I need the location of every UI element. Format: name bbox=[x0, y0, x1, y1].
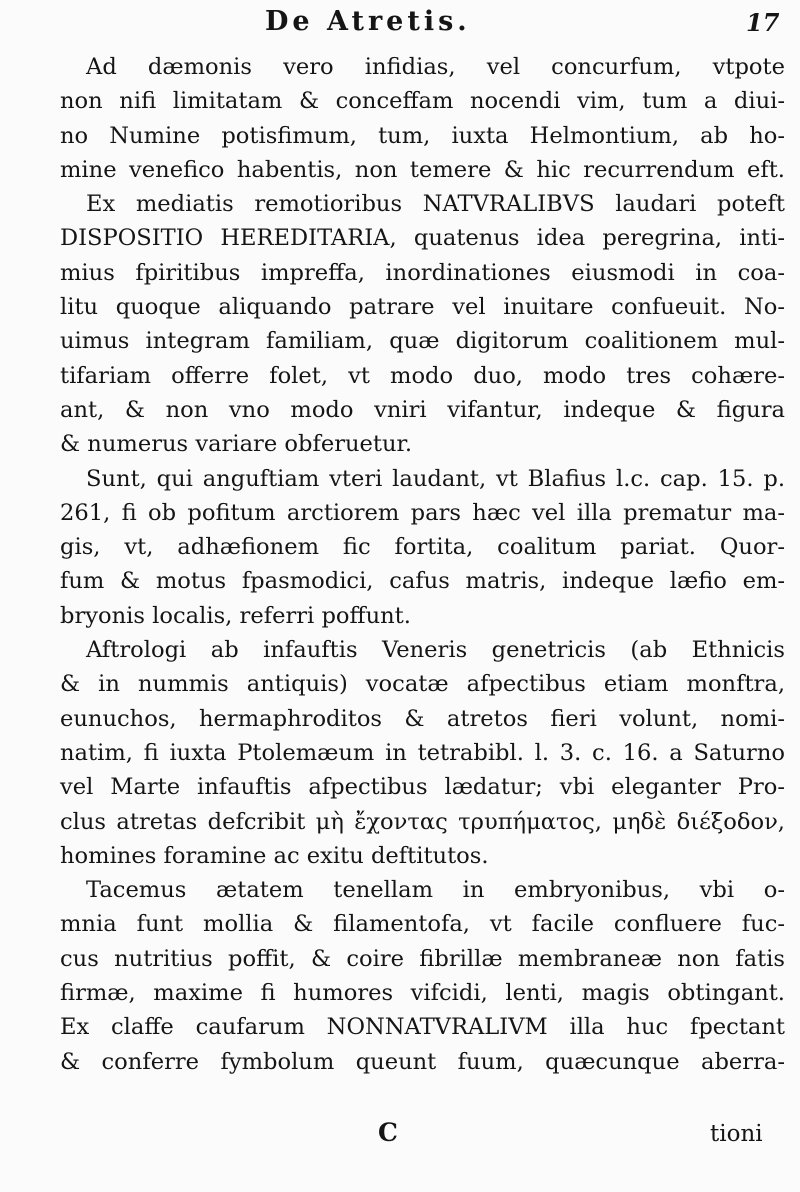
text-line: DISPOSITIO HEREDITARIA, quatenus idea peregrina, inti- bbox=[60, 225, 785, 252]
text-line: no Numine potisfimum, tum, iuxta Helmontium, ab ho- bbox=[60, 122, 785, 149]
running-head: De Atretis. bbox=[265, 6, 471, 37]
text-line: uimus integram familiam, quæ digitorum coalitionem mul- bbox=[60, 328, 785, 355]
text-line: litu quoque aliquando patrare vel inuitare confueuit. No- bbox=[60, 294, 785, 321]
page-header bbox=[0, 6, 800, 46]
text-line: mius fpiritibus impreffa, inordinationes eiusmodi in coa- bbox=[60, 259, 785, 286]
text-line: Ex mediatis remotioribus NATVRALIBVS laudari poteft bbox=[86, 191, 785, 218]
page-footer bbox=[0, 1118, 800, 1158]
text-line: firmæ, maxime fi humores vifcidi, lenti, magis obtingant. bbox=[60, 980, 785, 1007]
text-line: Sunt, qui anguftiam vteri laudant, vt Blafius l.c. cap. 15. p. bbox=[86, 465, 785, 492]
catchword: tioni bbox=[710, 1121, 763, 1147]
text-line: & numerus variare obferuetur. bbox=[60, 431, 413, 458]
text-line: & in nummis antiquis) vocatæ afpectibus etiam monftra, bbox=[60, 671, 785, 698]
text-line: tifariam offerre folet, vt modo duo, modo tres cohære- bbox=[60, 362, 785, 389]
text-line: Ad dæmonis vero infidias, vel concurfum, vtpote bbox=[86, 54, 785, 80]
text-line: gis, vt, adhæfionem fic fortita, coalitum pariat. Quor- bbox=[60, 534, 785, 561]
body-text bbox=[60, 50, 785, 1079]
text-line: bryonis localis, referri poffunt. bbox=[60, 602, 411, 629]
text-line: mine venefico habentis, non temere & hic recurrendum eft. bbox=[60, 156, 785, 183]
text-line: Ex claffe caufarum NONNATVRALIVM illa huc fpectant bbox=[60, 1014, 785, 1041]
text-line: non nifi limitatam & conceffam nocendi vim, tum a diui- bbox=[60, 88, 785, 115]
text-line: cus nutritius poffit, & coire fibrillæ membraneæ non fatis bbox=[60, 945, 785, 972]
signature-mark: C bbox=[378, 1118, 398, 1147]
text-line: 261, fi ob pofitum arctiorem pars hæc vel illa prematur ma- bbox=[60, 499, 785, 526]
text-line: Tacemus ætatem tenellam in embryonibus, vbi o- bbox=[86, 877, 785, 904]
text-line: natim, fi iuxta Ptolemæum in tetrabibl. l. 3. c. 16. a Saturno bbox=[60, 739, 785, 766]
text-line: vel Marte infauftis afpectibus lædatur; vbi eleganter Pro- bbox=[60, 774, 785, 801]
text-line: ant, & non vno modo vniri vifantur, indeque & figura bbox=[60, 396, 785, 423]
text-line: & conferre fymbolum queunt fuum, quæcunque aberra- bbox=[60, 1048, 785, 1075]
page-number: 17 bbox=[746, 8, 780, 37]
text-line: eunuchos, hermaphroditos & atretos fieri volunt, nomi- bbox=[60, 705, 785, 732]
text-line: Aftrologi ab infauftis Veneris genetricis (ab Ethnicis bbox=[86, 637, 785, 664]
text-line: fum & motus fpasmodici, cafus matris, indeque læfio em- bbox=[60, 568, 785, 595]
text-line: homines foramine ac exitu deftitutos. bbox=[60, 842, 489, 869]
text-line: clus atretas defcribit μὴ ἔχοντας τρυπήματος, μηδὲ διέξοδον, bbox=[60, 808, 785, 835]
text-line: mnia funt mollia & filamentofa, vt facile confluere fuc- bbox=[60, 911, 785, 938]
